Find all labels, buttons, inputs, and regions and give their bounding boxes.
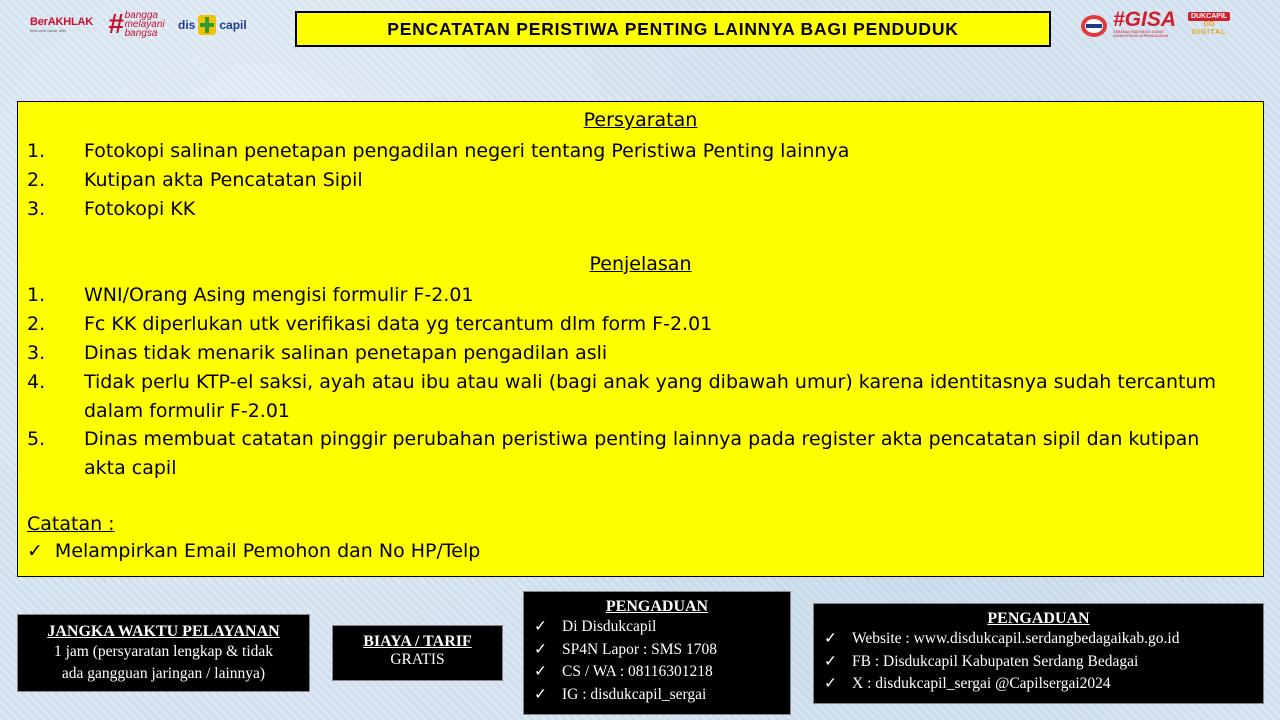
check-icon: ✓	[534, 618, 547, 635]
check-icon: ✓	[824, 630, 837, 647]
catatan-label: Catatan :	[27, 513, 115, 535]
fee-value: GRATIS	[390, 651, 445, 668]
hashtag-icon: #	[108, 8, 124, 39]
disdukcapil-logo-dis: dis	[178, 18, 196, 32]
penjelasan-item: 1. WNI/Orang Asing mengisi formulir F-2.01	[27, 284, 474, 306]
gisa-logo	[1113, 10, 1183, 38]
complaint-item: ✓ IG : disdukcapil_sergai	[534, 684, 790, 707]
complaint-item: ✓ SP4N Lapor : SMS 1708	[534, 639, 790, 662]
penjelasan-item: 3. Dinas tidak menarik salinan penetapan pengadilan asli	[27, 342, 608, 364]
go-digital-line1: DUKCAPIL	[1188, 12, 1230, 21]
complaint-box-online	[813, 603, 1264, 704]
page-title: PENCATATAN PERISTIWA PENTING LAINNYA BAGI PENDUDUK	[387, 18, 959, 39]
catatan-item	[27, 540, 480, 562]
dukcapil-prima-icon	[1080, 14, 1108, 38]
berakhlak-logo	[30, 16, 104, 33]
persyaratan-item: 2. Kutipan akta Pencatatan Sipil	[27, 169, 363, 191]
service-time-box	[17, 614, 310, 692]
catatan-text: Melampirkan Email Pemohon dan No HP/Telp	[54, 540, 481, 562]
disdukcapil-logo-capil: capil	[219, 18, 247, 32]
check-icon: ✓	[534, 640, 547, 658]
complaint-item: ✓ CS / WA : 08116301218	[534, 661, 790, 684]
penjelasan-item: 4. Tidak perlu KTP-el saksi, ayah atau ibu atau wali (bagi anak yang dibawah umur) karena identitasnya sudah tercantum dalam formulir F-2.01	[27, 371, 1217, 422]
complaint-item-facebook: ✓ FB : Disdukcapil Kabupaten Serdang Bedagai	[824, 651, 1263, 674]
complaint-box-local	[523, 591, 791, 715]
service-time-line2: ada gangguan jaringan / lainnya)	[61, 665, 266, 682]
bangga-logo-words: bangga melayani bangsa	[124, 9, 165, 39]
check-icon: ✓	[534, 663, 547, 680]
dukcapil-go-digital-logo	[1188, 12, 1230, 37]
go-digital-line2: GO	[1203, 21, 1215, 28]
persyaratan-heading: Persyaratan	[583, 109, 698, 131]
complaint-heading: PENGADUAN	[987, 610, 1090, 627]
complaint-heading: PENGADUAN	[605, 598, 709, 615]
disdukcapil-emblem-icon	[196, 12, 218, 38]
check-icon: ✓	[824, 652, 837, 670]
complaint-item: ✓ Di Disdukcapil	[534, 616, 790, 639]
penjelasan-item: 2. Fc KK diperlukan utk verifikasi data yg tercantum dlm form F-2.01	[27, 313, 713, 335]
berakhlak-logo-subtext: Nilai-nilai Dasar ASN	[30, 29, 66, 33]
bangga-melayani-bangsa-logo	[108, 10, 165, 38]
fee-box	[332, 625, 503, 681]
check-icon: ✓	[27, 540, 43, 562]
complaint-item-website: ✓ Website : www.disdukcapil.serdangbedagaikab.go.id	[824, 628, 1263, 651]
requirements-panel	[17, 101, 1264, 577]
page-title-box	[295, 11, 1051, 47]
penjelasan-heading: Penjelasan	[589, 253, 692, 275]
service-time-line1: 1 jam (persyaratan lengkap & tidak	[53, 643, 274, 660]
go-digital-line3: DIGITAL	[1191, 29, 1227, 36]
berakhlak-logo-text: BerAKHLAK	[30, 16, 93, 28]
check-icon: ✓	[824, 675, 837, 692]
check-icon: ✓	[534, 685, 547, 703]
persyaratan-item: 1. Fotokopi salinan penetapan pengadilan negeri tentang Peristiwa Penting lainnya	[27, 140, 850, 162]
gisa-logo-subtext: GERAKAN INDONESIA SADAR ADMINISTRASI KEPENDUDUKAN	[1113, 30, 1169, 38]
fee-heading: BIAYA / TARIF	[363, 633, 472, 650]
complaint-item-x: ✓ X : disdukcapil_sergai @Capilsergai2024	[824, 673, 1263, 696]
persyaratan-item: 3. Fotokopi KK	[27, 198, 196, 220]
gisa-logo-text: #GISA	[1113, 8, 1177, 31]
service-time-heading: JANGKA WAKTU PELAYANAN	[47, 623, 280, 640]
disdukcapil-logo	[178, 12, 247, 38]
penjelasan-item: 5. Dinas membuat catatan pinggir perubahan peristiwa penting lainnya pada register akta pencatatan sipil dan kutipan akta capil	[27, 428, 1200, 479]
